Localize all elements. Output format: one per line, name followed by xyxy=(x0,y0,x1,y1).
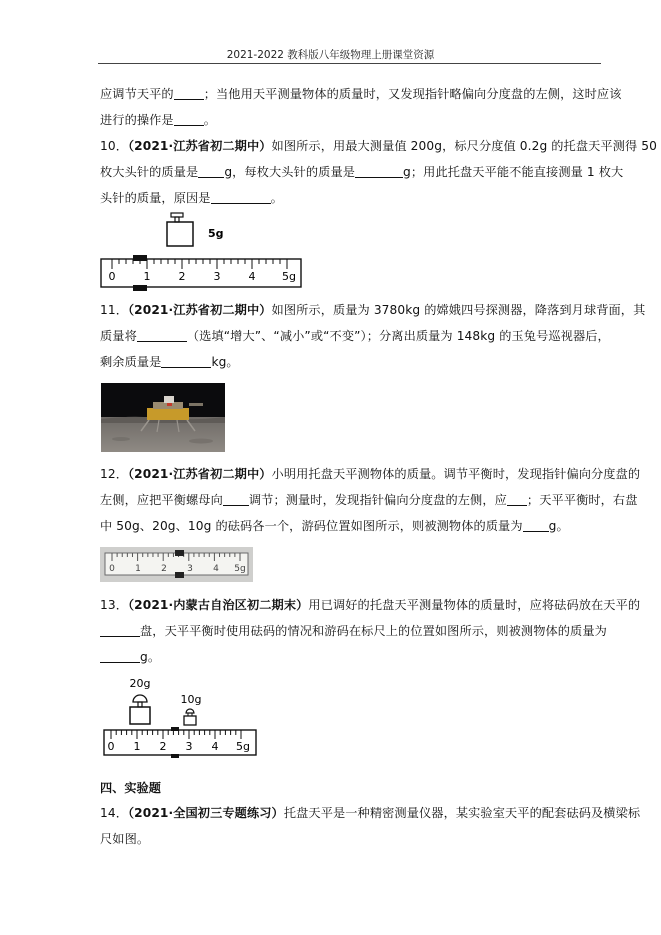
q12-scale-figure xyxy=(100,547,253,582)
rider-bottom xyxy=(133,285,147,291)
question-text: 盘，天平平衡时使用砝码的情况和游码在标尺上的位置如图所示，则被测物体的质量为 xyxy=(140,624,607,638)
answer-blank[interactable] xyxy=(100,650,140,663)
weight-10g xyxy=(184,709,196,725)
question-text: g。 xyxy=(548,519,569,533)
tick-label: 4 xyxy=(248,270,256,283)
tick-label: 3 xyxy=(213,270,221,283)
question-text: 。 xyxy=(270,191,283,205)
tick-label: 4 xyxy=(213,564,219,574)
tick-label: 1 xyxy=(133,740,141,753)
page-header: 2021-2022 教科版八年级物理上册课堂资源 xyxy=(226,49,435,61)
rider-top xyxy=(175,550,184,556)
question-text: 中 50g、20g、10g 的砝码各一个，游码位置如图所示，则被测物体的质量为 xyxy=(100,519,523,533)
question-text: 用已调好的托盘天平测量物体的质量时，应将砝码放在天平的 xyxy=(308,598,641,612)
section-heading: 四、实验题 xyxy=(100,781,161,795)
question-number: 10． xyxy=(100,139,128,153)
answer-blank[interactable] xyxy=(174,113,204,126)
q10-line-1 xyxy=(100,138,657,154)
question-text: 剩余质量是 xyxy=(100,355,162,369)
question-text: 调节；测量时，发现指针偏向分度盘的左侧，应 xyxy=(248,493,507,507)
q9-text: 进行的操作是 xyxy=(100,113,174,127)
answer-blank[interactable] xyxy=(523,519,549,532)
tick-label: 2 xyxy=(161,564,167,574)
question-number: 12． xyxy=(100,467,128,481)
tick-label: 5g xyxy=(282,270,296,283)
question-text: 头针的质量，原因是 xyxy=(100,191,211,205)
rider-bottom xyxy=(175,572,184,578)
answer-blank[interactable] xyxy=(223,493,249,506)
answer-blank[interactable] xyxy=(355,165,403,178)
rider-top xyxy=(171,727,179,731)
q12-line-2 xyxy=(100,492,638,508)
question-text: g。 xyxy=(140,650,161,664)
weight-label: 20g xyxy=(129,677,151,690)
tick-label: 1 xyxy=(135,564,141,574)
answer-blank[interactable] xyxy=(100,624,140,637)
q10-beam-scale-figure xyxy=(100,212,308,294)
question-text: 如图所示，质量为 3780kg 的嫦娥四号探测器，降落到月球背面，其 xyxy=(271,303,646,317)
q11-line-1 xyxy=(100,302,645,318)
q11-line-3 xyxy=(100,354,239,370)
question-text: g，每枚大头针的质量是 xyxy=(224,165,356,179)
question-text: 左侧，应把平衡螺母向 xyxy=(100,493,223,507)
weight-5g xyxy=(167,213,193,246)
question-text: ；天平平衡时，右盘 xyxy=(526,493,638,507)
q14-line-2 xyxy=(100,831,149,847)
question-source: （2021·江苏省初二期中） xyxy=(128,139,272,153)
question-text: 托盘天平是一种精密测量仪器，某实验室天平的配套砝码及横梁标 xyxy=(283,806,641,820)
scale-ruler xyxy=(101,259,301,287)
q13-beam-scale-figure xyxy=(100,675,260,765)
q13-line-3 xyxy=(100,649,160,665)
q10-line-3 xyxy=(100,190,283,206)
weight-20g xyxy=(130,695,150,724)
rider-bottom xyxy=(171,754,179,758)
q12-line-1 xyxy=(100,466,640,482)
tick-label: 0 xyxy=(109,564,115,574)
question-text: 尺如图。 xyxy=(100,832,150,846)
answer-blank[interactable] xyxy=(507,493,527,506)
q13-line-2 xyxy=(100,623,607,639)
q10-line-2 xyxy=(100,164,623,180)
question-number: 14． xyxy=(100,806,128,820)
weight-label: 5g xyxy=(208,227,224,240)
question-number: 13． xyxy=(100,598,128,612)
answer-blank[interactable] xyxy=(198,165,224,178)
tick-label: 1 xyxy=(143,270,151,283)
answer-blank[interactable] xyxy=(174,87,204,100)
question-text: 枚大头针的质量是 xyxy=(100,165,199,179)
question-source: （2021·内蒙古自治区初二期末） xyxy=(128,598,309,612)
answer-blank[interactable] xyxy=(137,329,187,342)
tick-label: 0 xyxy=(108,270,116,283)
question-number: 11． xyxy=(100,303,128,317)
question-text: kg。 xyxy=(211,355,239,369)
question-text: 小明用托盘天平测物体的质量。调节平衡时，发现指针偏向分度盘的 xyxy=(271,467,641,481)
tick-label: 3 xyxy=(187,564,193,574)
tick-label: 2 xyxy=(159,740,167,753)
tick-label: 5g xyxy=(234,564,246,574)
q12-line-3 xyxy=(100,518,569,534)
tick-label: 5g xyxy=(236,740,250,753)
question-source: （2021·江苏省初二期中） xyxy=(128,303,272,317)
question-text: g；用此托盘天平能不能直接测量 1 枚大 xyxy=(403,165,624,179)
q9-line-2 xyxy=(100,112,216,128)
tick-label: 0 xyxy=(107,740,115,753)
tick-label: 3 xyxy=(185,740,193,753)
question-text: （选填“增大”、“减小”或“不变”）；分离出质量为 148kg 的玉兔号巡视器后， xyxy=(186,329,610,343)
question-text: 质量将 xyxy=(100,329,137,343)
answer-blank[interactable] xyxy=(211,191,271,204)
rider-top xyxy=(133,255,147,261)
answer-blank[interactable] xyxy=(161,355,211,368)
q9-text: 应调节天平的 xyxy=(100,87,174,101)
tick-label: 4 xyxy=(211,740,219,753)
weight-label: 10g xyxy=(180,693,202,706)
q13-line-1 xyxy=(100,597,640,613)
q14-line-1 xyxy=(100,805,640,821)
q11-line-2 xyxy=(100,328,610,344)
question-source: （2021·全国初三专题练习） xyxy=(128,806,284,820)
lunar-lander-photo xyxy=(101,383,225,452)
q9-text: ；当他用天平测量物体的质量时，又发现指针略偏向分度盘的左侧，这时应该 xyxy=(203,87,622,101)
question-text: 如图所示，用最大测量值 200g，标尺分度值 0.2g 的托盘天平测得 50 xyxy=(271,139,657,153)
question-source: （2021·江苏省初二期中） xyxy=(128,467,272,481)
q9-line-1 xyxy=(100,86,622,102)
q9-text: 。 xyxy=(203,113,217,127)
header-divider xyxy=(98,63,601,64)
tick-label: 2 xyxy=(178,270,186,283)
